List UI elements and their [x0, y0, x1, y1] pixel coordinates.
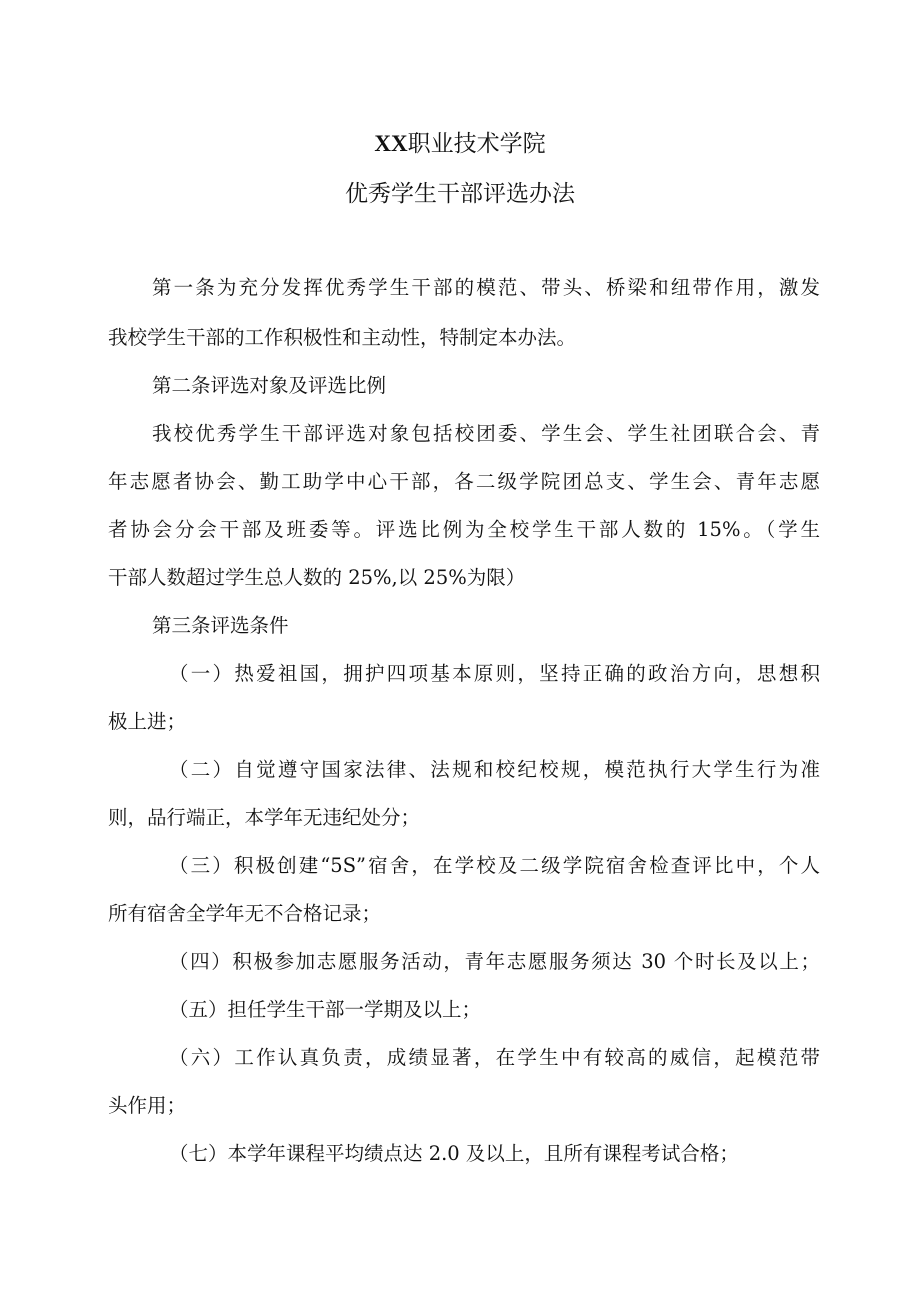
article2-line3: 者协会分会干部及班委等。评选比例为全校学生干部人数的 15%。（学生 [108, 518, 820, 541]
article2-heading: 第二条评选对象及评选比例 [152, 374, 387, 397]
article3-heading: 第三条评选条件 [152, 614, 289, 637]
condition-2-line1: （二）自觉遵守国家法律、法规和校纪校规，模范执行大学生行为准 [169, 758, 820, 781]
document-title [0, 130, 920, 158]
condition-2-line2: 则，品行端正，本学年无违纪处分； [108, 806, 421, 829]
title-prefix: XX [374, 131, 408, 156]
condition-3-line1: （三）积极创建“5S”宿舍，在学校及二级学院宿舍检查评比中，个人 [169, 854, 820, 877]
condition-1-line2: 极上进； [108, 710, 187, 733]
condition-5: （五）担任学生干部一学期及以上； [169, 998, 482, 1021]
article2-line1: 我校优秀学生干部评选对象包括校团委、学生会、学生社团联合会、青 [152, 422, 820, 445]
document-subtitle: 优秀学生干部评选办法 [345, 181, 575, 207]
condition-3-line2: 所有宿舍全学年无不合格记录； [108, 902, 382, 925]
title-suffix: 职业技术学院 [407, 131, 546, 157]
condition-1-line1: （一）热爱祖国，拥护四项基本原则，坚持正确的政治方向，思想积 [169, 662, 820, 685]
condition-7: （七）本学年课程平均绩点达 2.0 及以上，且所有课程考试合格； [169, 1142, 739, 1165]
condition-4: （四）积极参加志愿服务活动，青年志愿服务须达 30 个时长及以上； [169, 950, 820, 973]
article1-line2: 我校学生干部的工作积极性和主动性，特制定本办法。 [108, 326, 577, 349]
article2-line2: 年志愿者协会、勤工助学中心干部，各二级学院团总支、学生会、青年志愿 [108, 470, 820, 493]
condition-6-line2: 头作用； [108, 1094, 187, 1117]
condition-6-line1: （六）工作认真负责，成绩显著，在学生中有较高的威信，起模范带 [169, 1046, 820, 1069]
article2-line4: 干部人数超过学生总人数的 25%,以 25%为限） [108, 566, 526, 589]
article1-line1: 第一条为充分发挥优秀学生干部的模范、带头、桥梁和纽带作用，激发 [152, 276, 820, 299]
